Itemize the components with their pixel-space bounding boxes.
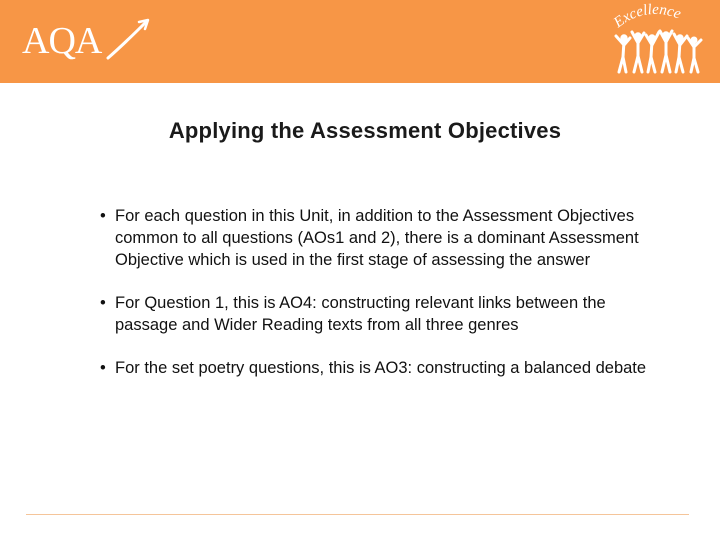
people-figures-icon [616, 31, 701, 72]
header-band [0, 0, 720, 83]
excellence-text: Excellence [610, 2, 683, 32]
bullet-text: For Question 1, this is AO4: constructing relevant links between the passage and Wider Reading texts from all three genres [115, 294, 606, 334]
bullet-marker: • [100, 359, 106, 377]
bullet-text: For each question in this Unit, in addition to the Assessment Objectives common to all questions (AOs1 and 2), there is a dominant Assessment Objective which is used in the first stage of assessing the answer [115, 207, 639, 269]
bullet-item [100, 357, 660, 379]
aqa-logo [22, 18, 140, 68]
bullet-marker: • [100, 294, 106, 312]
excellence-badge [610, 2, 710, 80]
bullet-text: For the set poetry questions, this is AO3: constructing a balanced debate [115, 359, 647, 377]
logo-text: AQA [22, 20, 102, 62]
logo-swoosh-icon [92, 18, 152, 62]
slide-title: Applying the Assessment Objectives [168, 118, 562, 143]
footer-divider [26, 514, 689, 515]
bullet-item [100, 292, 660, 336]
bullet-list [100, 205, 660, 400]
bullet-item [100, 205, 660, 271]
bullet-marker: • [100, 207, 106, 225]
